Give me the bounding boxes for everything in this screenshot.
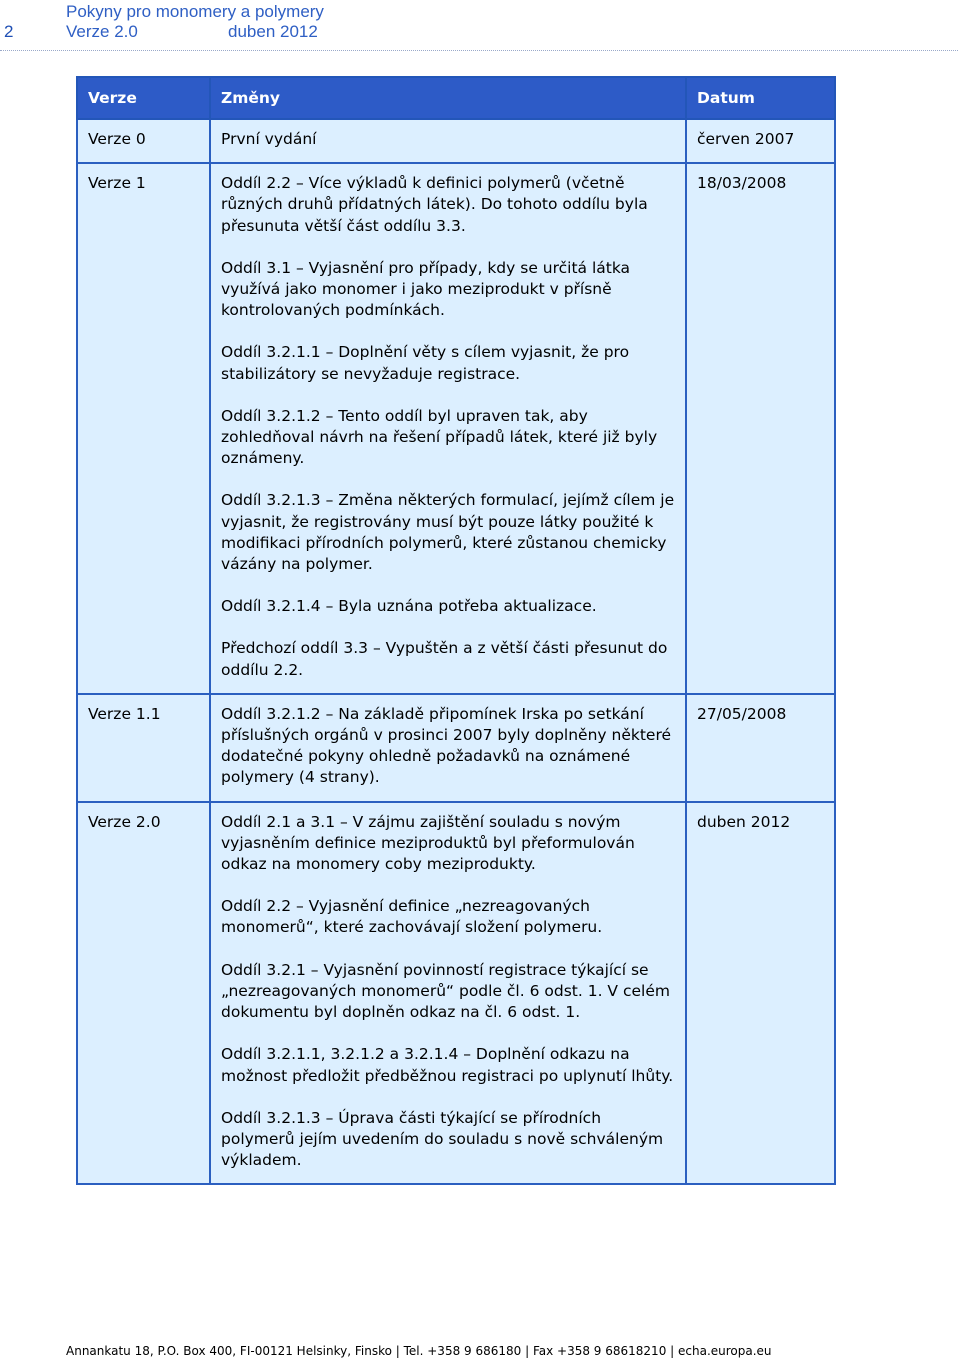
change-item: Oddíl 3.2.1.2 – Na základě připomínek Irska po setkání příslušných orgánů v prosinci 2007 byly doplněny některé dodatečné pokyny ohledně požadavků na oznámené polymery (4 strany). xyxy=(221,704,672,787)
page-number: 2 xyxy=(4,22,14,41)
change-item: Oddíl 2.2 – Vyjasnění definice „nezreagovaných monomerů“, které zachovávají složení polymeru. xyxy=(221,897,603,937)
header-divider xyxy=(0,50,958,51)
column-header-version: Verze xyxy=(77,77,210,119)
version-history-table xyxy=(76,76,836,1185)
table-row xyxy=(77,163,835,694)
change-item: Oddíl 3.2.1.3 – Úprava části týkající se přírodních polymerů jejím uvedením do souladu s nově schváleným výkladem. xyxy=(221,1108,664,1170)
page-footer: Annankatu 18, P.O. Box 400, FI-00121 Helsinky, Finsko | Tel. +358 9 686180 | Fax +358 9 68618210 | echa.europa.eu xyxy=(66,1344,772,1358)
change-item: Oddíl 3.2.1.1 – Doplnění věty s cílem vyjasnit, že pro stabilizátory se nevyžaduje registrace. xyxy=(221,343,630,383)
changes-cell xyxy=(210,802,686,1185)
version-cell: Verze 1 xyxy=(77,163,210,694)
column-header-date: Datum xyxy=(686,77,835,119)
change-item: Oddíl 2.2 – Více výkladů k definici polymerů (včetně různých druhů přídatných látek). Do tohoto oddílu byla přesunuta větší část oddílu 3.3. xyxy=(221,174,648,235)
change-item: Oddíl 3.2.1.1, 3.2.1.2 a 3.2.1.4 – Doplnění odkazu na možnost předložit předběžnou registraci po uplynutí lhůty. xyxy=(221,1045,674,1085)
page-header xyxy=(0,0,960,56)
table-row xyxy=(77,694,835,802)
document-version: Verze 2.0 xyxy=(66,22,138,41)
version-cell: Verze 0 xyxy=(77,119,210,163)
table-row xyxy=(77,119,835,163)
change-item: Předchozí oddíl 3.3 – Vypuštěn a z větší části přesunut do oddílu 2.2. xyxy=(221,639,668,679)
document-date: duben 2012 xyxy=(228,22,318,41)
version-cell: Verze 1.1 xyxy=(77,694,210,802)
version-cell: Verze 2.0 xyxy=(77,802,210,1185)
changes-cell xyxy=(210,163,686,694)
change-item: Oddíl 3.1 – Vyjasnění pro případy, kdy se určitá látka využívá jako monomer i jako meziprodukt v přísně kontrolovaných podmínkách. xyxy=(221,258,631,320)
change-item: Oddíl 3.2.1.4 – Byla uznána potřeba aktualizace. xyxy=(221,597,597,616)
table-row xyxy=(77,802,835,1185)
date-cell: duben 2012 xyxy=(686,802,835,1185)
table-header-row xyxy=(77,77,835,119)
change-item: Oddíl 3.2.1.2 – Tento oddíl byl upraven tak, aby zohledňoval návrh na řešení případů látek, které již byly oznámeny. xyxy=(221,406,658,468)
date-cell: 27/05/2008 xyxy=(686,694,835,802)
change-item: Oddíl 3.2.1.3 – Změna některých formulací, jejímž cílem je vyjasnit, že registrovány musí být pouze látky použité k modifikaci přírodních polymerů, které zůstanou chemicky vázány na polymer. xyxy=(221,491,675,574)
changes-cell xyxy=(210,119,686,163)
date-cell: 18/03/2008 xyxy=(686,163,835,694)
changes-cell xyxy=(210,694,686,802)
change-item: Oddíl 2.1 a 3.1 – V zájmu zajištění souladu s novým vyjasněním definice meziproduktů byl přeformulován odkaz na monomery coby meziprodukty. xyxy=(221,812,635,874)
document-title: Pokyny pro monomery a polymery xyxy=(66,2,324,21)
change-item: První vydání xyxy=(221,130,317,148)
change-item: Oddíl 3.2.1 – Vyjasnění povinností registrace týkající se „nezreagovaných monomerů“ podle čl. 6 odst. 1. V celém dokumentu byl doplněn odkaz na čl. 6 odst. 1. xyxy=(221,960,670,1022)
column-header-changes: Změny xyxy=(210,77,686,119)
date-cell: červen 2007 xyxy=(686,119,835,163)
